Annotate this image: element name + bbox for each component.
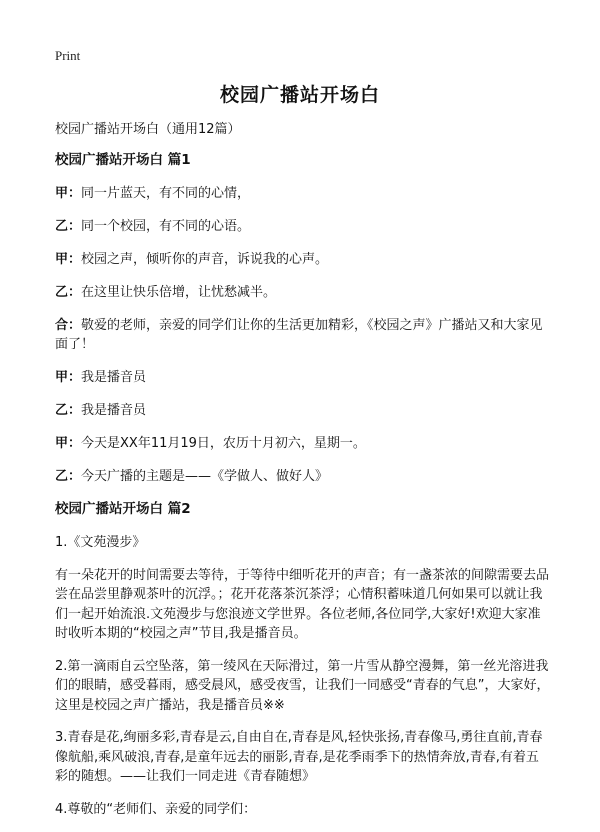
speaker-label: 甲： [55, 370, 82, 385]
dialogue-line [55, 368, 550, 387]
paragraph: 1.《文苑漫步》 [55, 535, 146, 550]
line-text: 同一片蓝天，有不同的心情， [81, 186, 251, 201]
paragraph: 4.尊敬的“老师们、亲爱的同学们： [55, 801, 257, 817]
line-text: 同一个校园，有不同的心语。 [81, 219, 251, 234]
dialogue-line [55, 434, 550, 453]
section-heading-1: 校园广播站开场白 篇1 [55, 152, 191, 168]
speaker-label: 合： [55, 318, 82, 333]
dialogue-line [55, 217, 550, 236]
document-subtitle: 校园广播站开场白（通用12篇） [55, 122, 241, 137]
line-text: 在这里让快乐倍增，让忧愁减半。 [81, 285, 277, 300]
speaker-label: 甲： [55, 252, 82, 267]
document-body [55, 120, 550, 832]
line-text: 校园之声，倾听你的声音，诉说我的心声。 [81, 252, 329, 267]
speaker-label: 乙： [55, 285, 82, 300]
dialogue-line [55, 401, 550, 420]
line-text: 今天广播的主题是——《学做人、做好人》 [81, 469, 329, 484]
speaker-label: 乙： [55, 469, 82, 484]
paragraph: 2.第一滴雨自云空坠落，第一绫风在天际滑过，第一片雪从静空漫舞，第一丝光溶进我们的眼睛，感受暮雨，感受晨风，感受夜雪，让我们一同感受“青春的气息”，大家好，这里是校园之声广播站，我是播音员※※ [55, 658, 550, 713]
dialogue-line [55, 184, 550, 203]
paragraph: 有一朵花开的时间需要去等待，于等待中细听花开的声音；有一盏茶浓的间隙需要去品尝在品尝里静观茶叶的沉浮。；花开花落茶沉茶浮；心情积蓄味道几何如果可以就让我们一起开始流浪.文苑漫步与您浪迹文学世界。各位老师,各位同学,大家好!欢迎大家准时收听本期的“校园之声”节目,我是播音员。 [55, 567, 550, 641]
speaker-label: 乙： [55, 403, 82, 418]
print-link[interactable]: Print [55, 48, 81, 63]
dialogue-line [55, 467, 550, 486]
speaker-label: 甲： [55, 186, 82, 201]
document-title: 校园广播站开场白 [219, 84, 380, 106]
speaker-label: 甲： [55, 436, 82, 451]
section-heading-2: 校园广播站开场白 篇2 [55, 501, 191, 517]
dialogue-line [55, 250, 550, 269]
line-text: 今天是XX年11月19日，农历十月初六，星期一。 [81, 436, 366, 451]
paragraph: 3.青春是花,绚丽多彩,青春是云,自由自在,青春是风,轻快张扬,青春像马,勇往直前,青春像航船,乘风破浪,青春,是童年远去的丽影,青春,是花季雨季下的热情奔放,青春,有着五彩的随想。——让我们一同走进《青春随想》 [55, 730, 543, 784]
speaker-label: 乙： [55, 219, 82, 234]
dialogue-line [55, 283, 550, 302]
line-text: 我是播音员 [81, 403, 147, 418]
dialogue-line [55, 316, 550, 354]
line-text: 我是播音员 [81, 370, 147, 385]
line-text: 敬爱的老师，亲爱的同学们让你的生活更加精彩，《校园之声》广播站又和大家见面了！ [55, 318, 543, 352]
